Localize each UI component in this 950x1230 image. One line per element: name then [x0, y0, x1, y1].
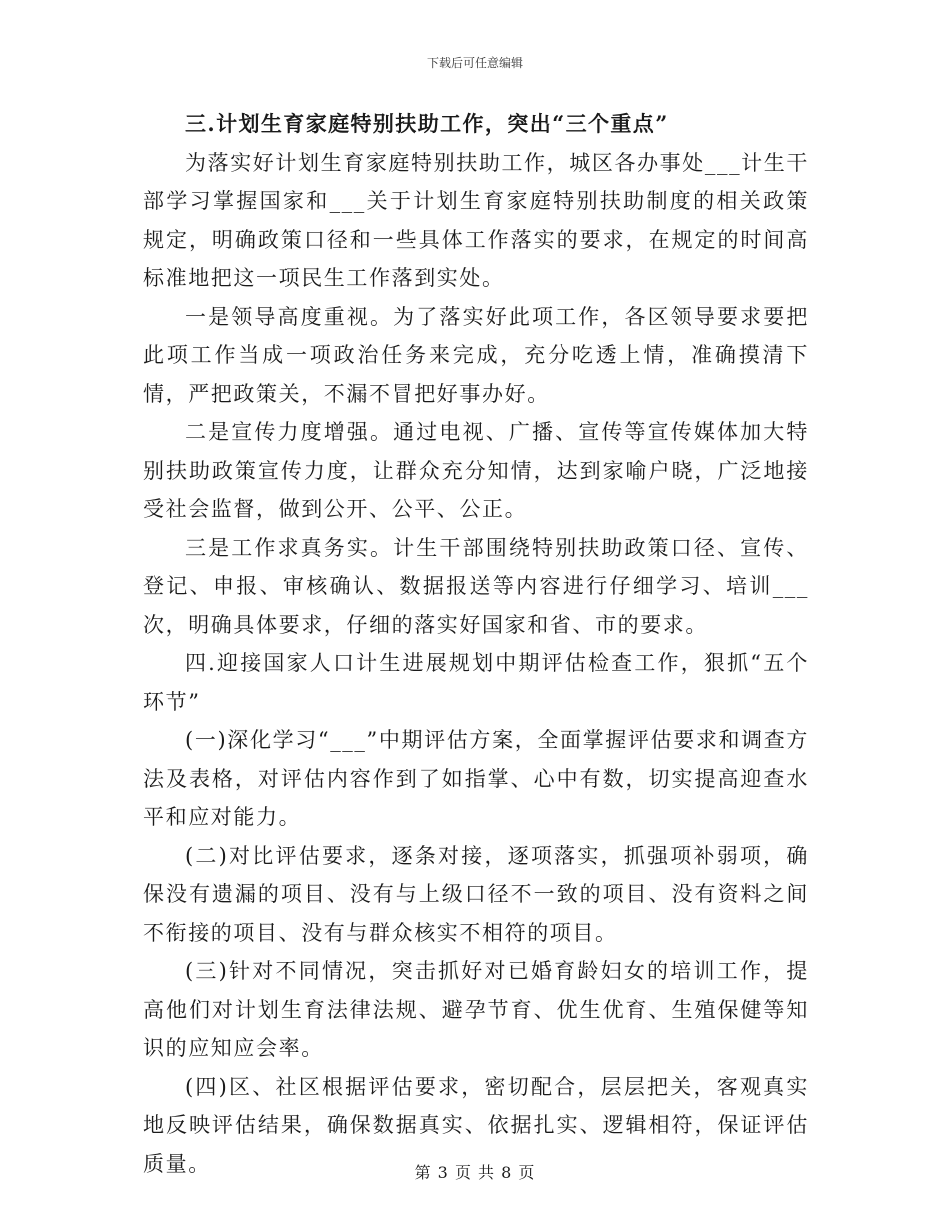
- document-body: [143, 105, 809, 1183]
- header-note: 下载后可任意编辑: [426, 56, 523, 70]
- paragraph-point-1: 一是领导高度重视。为了落实好此项工作，各区领导要求要把此项工作当成一项政治任务来完成，充分吃透上情，准确摸清下情，严把政策关，不漏不冒把好事办好。: [143, 304, 809, 406]
- section-heading-3: 三.计划生育家庭特别扶助工作，突出“三个重点”: [185, 111, 669, 136]
- paragraph-item-1: (一)深化学习“___”中期评估方案，全面掌握评估要求和调查方法及表格，对评估内容作到了如指掌、心中有数，切实提高迎查水平和应对能力。: [143, 728, 809, 829]
- paragraph-item-3: (三)针对不同情况，突击抓好对已婚育龄妇女的培训工作，提高他们对计划生育法律法规、避孕节育、优生优育、生殖保健等知识的应知应会率。: [143, 959, 809, 1060]
- section-heading-4: 四.迎接国家人口计生进展规划中期评估检查工作，狠抓“五个环节”: [143, 651, 809, 714]
- paragraph-intro: 为落实好计划生育家庭特别扶助工作，城区各办事处___计生干部学习掌握国家和___关于计划生育家庭特别扶助制度的相关政策规定，明确政策口径和一些具体工作落实的要求，在规定的时间高标准地把这一项民生工作落到实处。: [143, 150, 809, 290]
- paragraph-item-4: (四)区、社区根据评估要求，密切配合，层层把关，客观真实地反映评估结果，确保数据真实、依据扎实、逻辑相符，保证评估质量。: [143, 1074, 809, 1176]
- paragraph-point-3: 三是工作求真务实。计生干部围绕特别扶助政策口径、宣传、登记、申报、审核确认、数据报送等内容进行仔细学习、培训___次，明确具体要求，仔细的落实好国家和省、市的要求。: [143, 535, 809, 637]
- page-number: 第 3 页 共 8 页: [414, 1163, 536, 1182]
- paragraph-point-2: 二是宣传力度增强。通过电视、广播、宣传等宣传媒体加大特别扶助政策宣传力度，让群众充分知情，达到家喻户晓，广泛地接受社会监督，做到公开、公平、公正。: [143, 420, 809, 521]
- paragraph-item-2: (二)对比评估要求，逐条对接，逐项落实，抓强项补弱项，确保没有遗漏的项目、没有与上级口径不一致的项目、没有资料之间不衔接的项目、没有与群众核实不相符的项目。: [143, 843, 809, 945]
